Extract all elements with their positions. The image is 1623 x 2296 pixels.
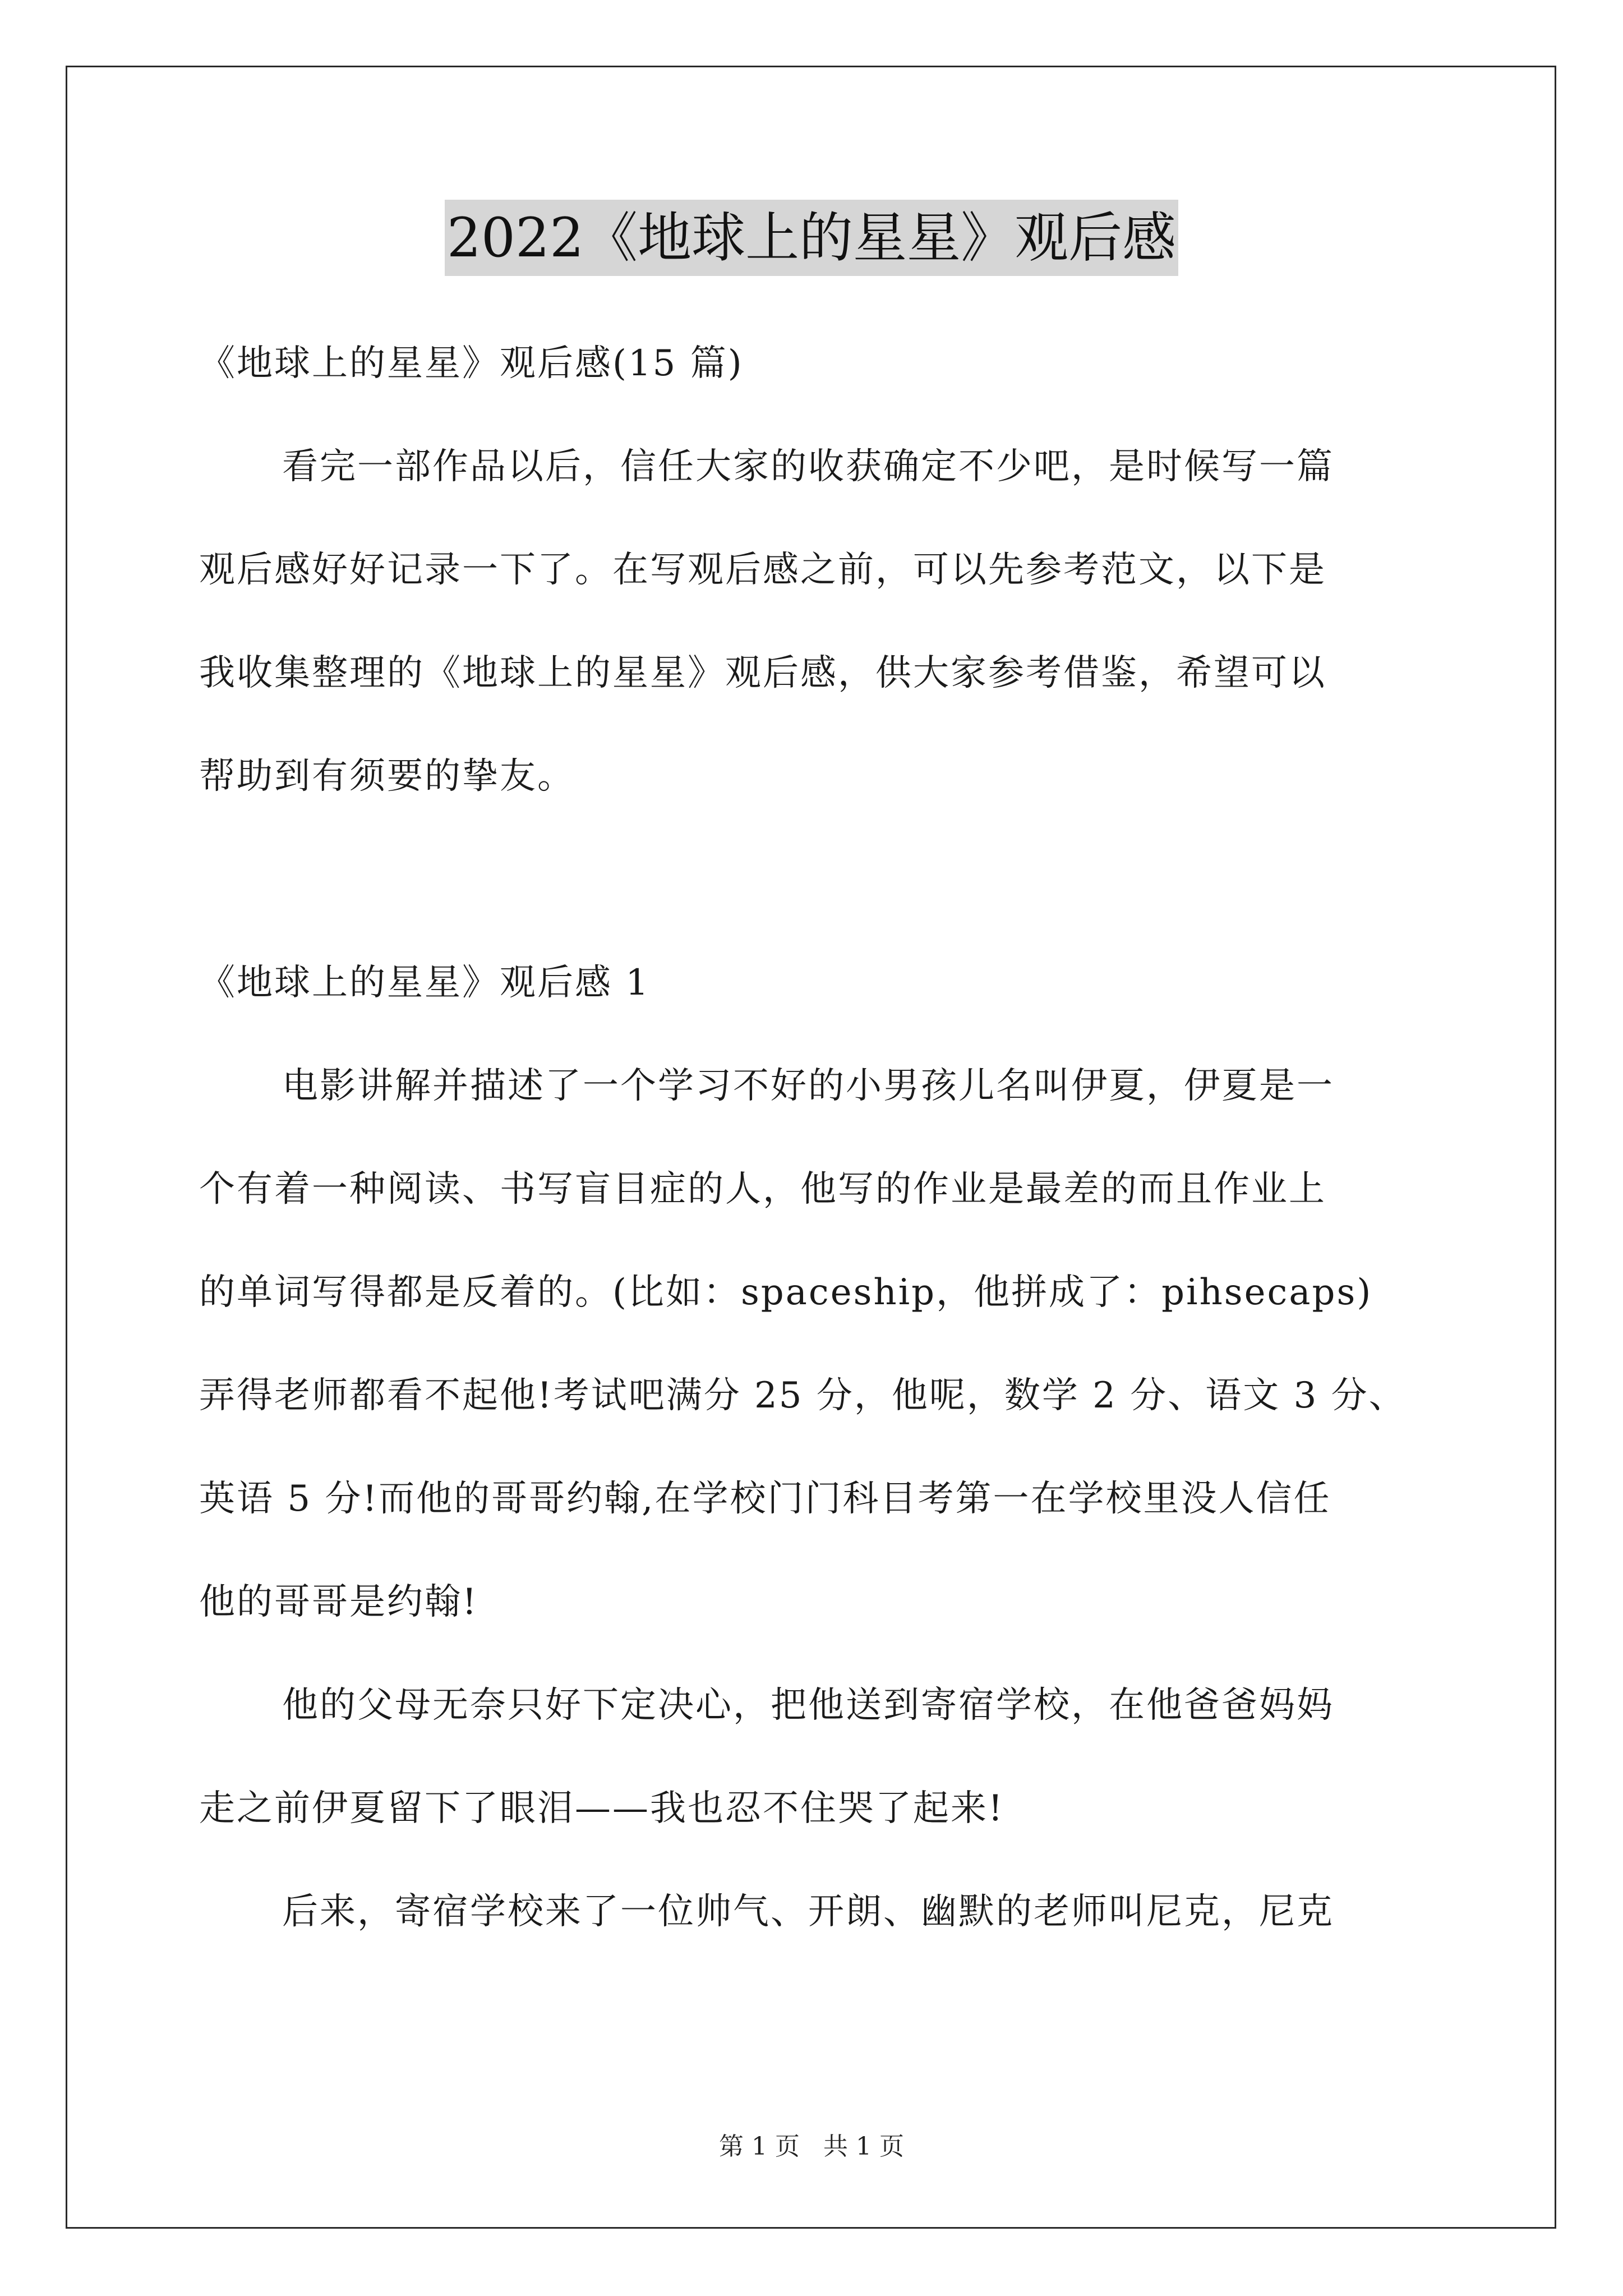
page-number: 第 1 页 bbox=[719, 2132, 800, 2161]
page-total: 共 1 页 bbox=[823, 2132, 904, 2161]
text-line: 《地球上的星星》观后感 1 bbox=[199, 962, 651, 1004]
text-line: 电影讲解并描述了一个学习不好的小男孩儿名叫伊夏，伊夏是一 bbox=[282, 1065, 1334, 1107]
page-footer bbox=[0, 2126, 1623, 2162]
document-body bbox=[199, 312, 1433, 1963]
text-line: 看完一部作品以后，信任大家的收获确定不少吧，是时候写一篇 bbox=[282, 446, 1334, 487]
text-line: 弄得老师都看不起他!考试吧满分 25 分，他呢，数学 2 分、语文 3 分、 bbox=[199, 1375, 1407, 1416]
text-line: 个有着一种阅读、书写盲目症的人，他写的作业是最差的而且作业上 bbox=[199, 1168, 1326, 1210]
text-line: 后来，寄宿学校来了一位帅气、开朗、幽默的老师叫尼克，尼克 bbox=[282, 1891, 1334, 1932]
text-line: 他的哥哥是约翰! bbox=[199, 1581, 478, 1623]
text-line: 我收集整理的《地球上的星星》观后感，供大家参考借鉴，希望可以 bbox=[199, 652, 1326, 694]
text-line: 走之前伊夏留下了眼泪——我也忍不住哭了起来! bbox=[199, 1788, 1004, 1829]
text-line: 英语 5 分!而他的哥哥约翰,在学校门门科目考第一在学校里没人信任 bbox=[199, 1478, 1331, 1520]
text-line: 的单词写得都是反着的。(比如：spaceship，他拼成了：pihsecaps) bbox=[199, 1272, 1373, 1313]
document-title: 2022《地球上的星星》观后感 bbox=[445, 200, 1178, 276]
title-container bbox=[0, 200, 1623, 276]
text-line: 他的父母无奈只好下定决心，把他送到寄宿学校，在他爸爸妈妈 bbox=[282, 1685, 1334, 1726]
text-line: 帮助到有须要的挚友。 bbox=[199, 756, 575, 797]
text-line: 《地球上的星星》观后感(15 篇) bbox=[199, 343, 744, 384]
blank-line bbox=[199, 828, 1433, 931]
text-line: 观后感好好记录一下了。在写观后感之前，可以先参考范文，以下是 bbox=[199, 549, 1326, 591]
